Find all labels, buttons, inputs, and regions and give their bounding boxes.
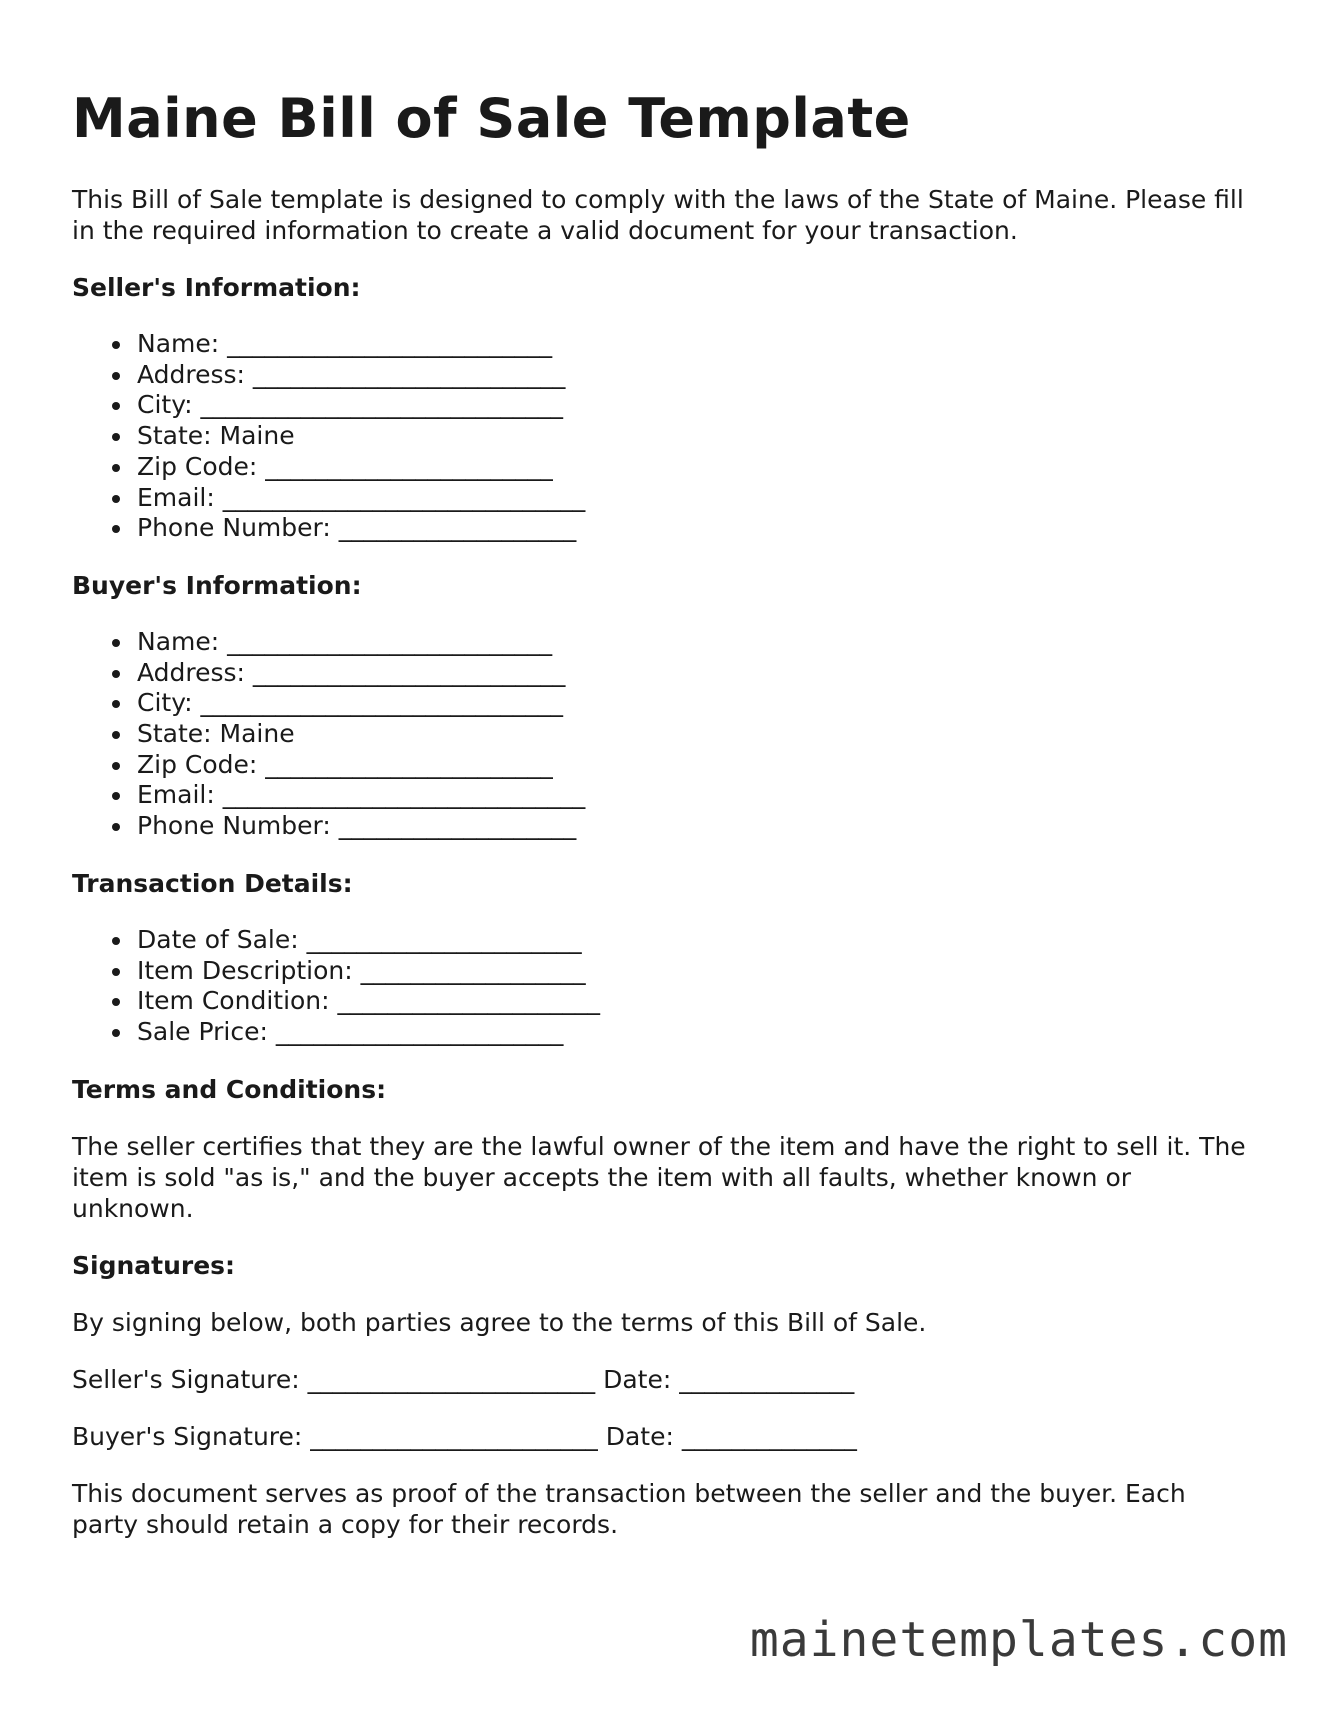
signatures-heading: Signatures:	[72, 1250, 236, 1280]
site-watermark: mainetemplates.com	[749, 1612, 1288, 1668]
closing-paragraph: This document serves as proof of the transaction between the seller and the buyer. Each party should retain a copy for their records.	[72, 1478, 1186, 1539]
terms-paragraph: The seller certifies that they are the lawful owner of the item and have the right to sell it. The item is sold "as is," and the buyer accepts the item with all faults, whether known or unknown.	[72, 1131, 1246, 1223]
sale-price-field[interactable]: Sale Price: _______________________	[137, 1017, 1252, 1048]
seller-city-field[interactable]: City: _____________________________	[137, 390, 1252, 421]
seller-phone-field[interactable]: Phone Number: ___________________	[137, 513, 1252, 544]
document-page	[72, 88, 1252, 1540]
item-condition-field[interactable]: Item Condition: _____________________	[137, 986, 1252, 1017]
item-description-field[interactable]: Item Description: __________________	[137, 956, 1252, 987]
signatures-intro: By signing below, both parties agree to the terms of this Bill of Sale.	[72, 1307, 927, 1337]
seller-email-field[interactable]: Email: _____________________________	[137, 483, 1252, 514]
transaction-details-heading: Transaction Details:	[72, 868, 353, 898]
buyer-info-list	[72, 627, 1252, 842]
terms-heading: Terms and Conditions:	[72, 1074, 387, 1104]
date-of-sale-field[interactable]: Date of Sale: ______________________	[137, 925, 1252, 956]
seller-address-field[interactable]: Address: _________________________	[137, 360, 1252, 391]
buyer-signature-line[interactable]: Buyer's Signature: _______________________ Date: ______________	[72, 1421, 857, 1451]
seller-signature-line[interactable]: Seller's Signature: _______________________ Date: ______________	[72, 1364, 855, 1394]
seller-state-field: State: Maine	[137, 421, 1252, 452]
seller-zip-field[interactable]: Zip Code: _______________________	[137, 452, 1252, 483]
buyer-name-field[interactable]: Name: __________________________	[137, 627, 1252, 658]
transaction-details-list	[72, 925, 1252, 1048]
buyer-info-heading: Buyer's Information:	[72, 570, 362, 600]
buyer-address-field[interactable]: Address: _________________________	[137, 658, 1252, 689]
buyer-email-field[interactable]: Email: _____________________________	[137, 780, 1252, 811]
page-title: Maine Bill of Sale Template	[72, 87, 911, 150]
buyer-city-field[interactable]: City: _____________________________	[137, 688, 1252, 719]
buyer-phone-field[interactable]: Phone Number: ___________________	[137, 811, 1252, 842]
buyer-zip-field[interactable]: Zip Code: _______________________	[137, 750, 1252, 781]
seller-name-field[interactable]: Name: __________________________	[137, 329, 1252, 360]
buyer-state-field: State: Maine	[137, 719, 1252, 750]
seller-info-list	[72, 329, 1252, 544]
seller-info-heading: Seller's Information:	[72, 273, 361, 302]
intro-paragraph: This Bill of Sale template is designed to comply with the laws of the State of Maine. Please fill in the required information to create a valid document for your transaction.	[72, 185, 1244, 245]
